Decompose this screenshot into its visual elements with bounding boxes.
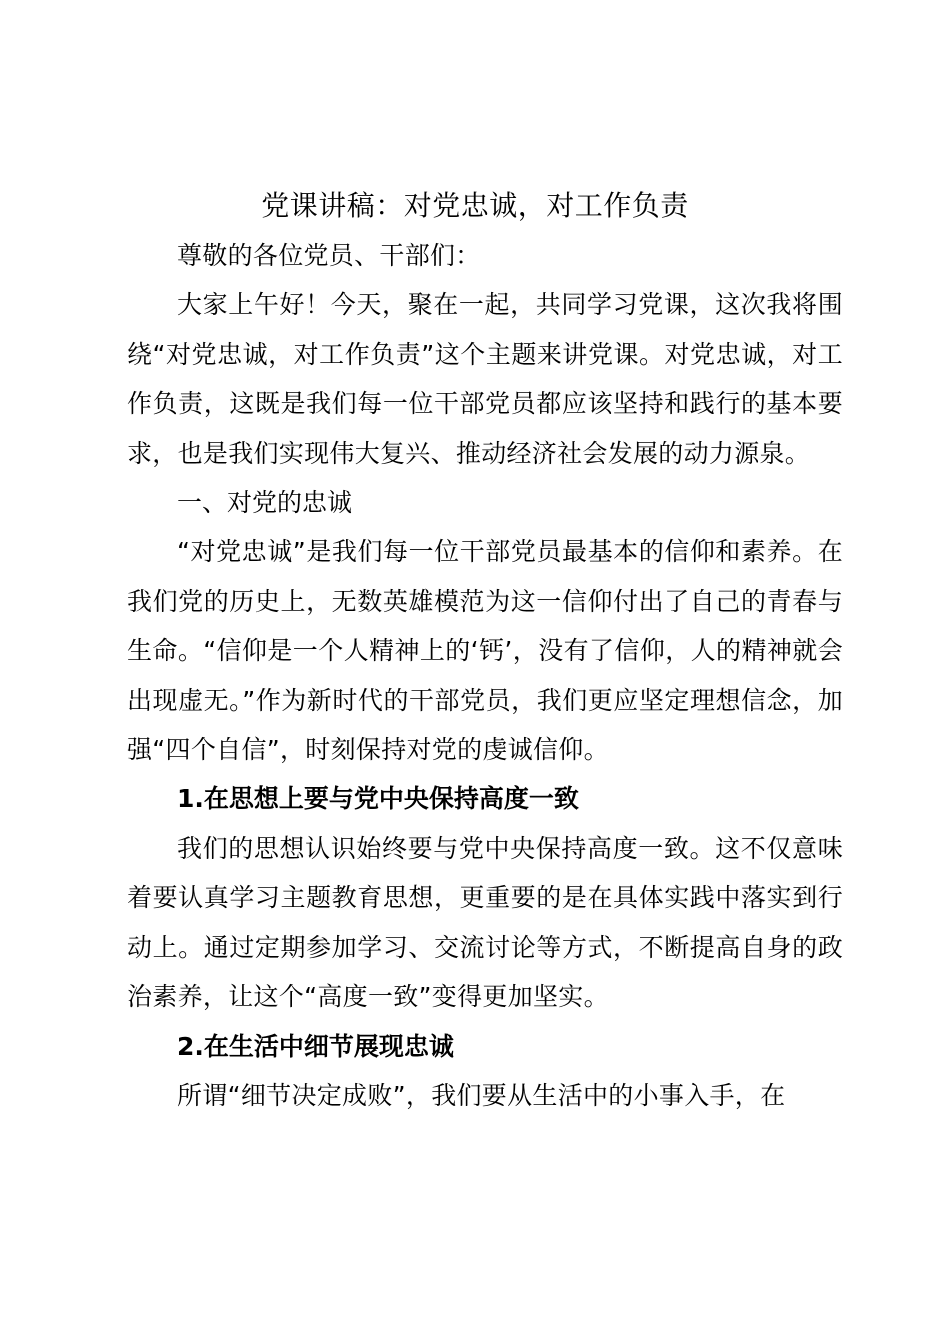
greeting-paragraph: 尊敬的各位党员、干部们： <box>177 241 481 270</box>
subsection-2-paragraph: 所谓“细节决定成败”，我们要从生活中的小事入手，在 <box>177 1080 786 1110</box>
document-body <box>127 231 843 1120</box>
subsection-1-paragraph: 我们的思想认识始终要与党中央保持高度一致。这不仅意味着要认真学习主题教育思想，更重要的是在具体实践中落实到行动上。通过定期参加学习、交流讨论等方式，不断提高自身的政治素养，让这个“高度一致”变得更加坚实。 <box>127 833 843 1012</box>
intro-paragraph: 大家上午好！今天，聚在一起，共同学习党课，这次我将围绕“对党忠诚，对工作负责”这个主题来讲党课。对党忠诚，对工作负责，这既是我们每一位干部党员都应该坚持和践行的基本要求，也是我们实现伟大复兴、推动经济社会发展的动力源泉。 <box>127 290 843 468</box>
section-1-paragraph: “对党忠诚”是我们每一位干部党员最基本的信仰和素养。在我们党的历史上，无数英雄模范为这一信仰付出了自己的青春与生命。“信仰是一个人精神上的‘钙’，没有了信仰，人的精神就会出现虚无。”作为新时代的干部党员，我们更应坚定理想信念，加强“四个自信”，时刻保持对党的虔诚信仰。 <box>127 537 843 765</box>
document-title: 党课讲稿：对党忠诚，对工作负责 <box>261 189 689 222</box>
subsection-1-heading: 1.在思想上要与党中央保持高度一致 <box>177 784 579 814</box>
subsection-2-heading: 2.在生活中细节展现忠诚 <box>177 1031 454 1061</box>
section-1-heading: 一、对党的忠诚 <box>177 488 353 518</box>
